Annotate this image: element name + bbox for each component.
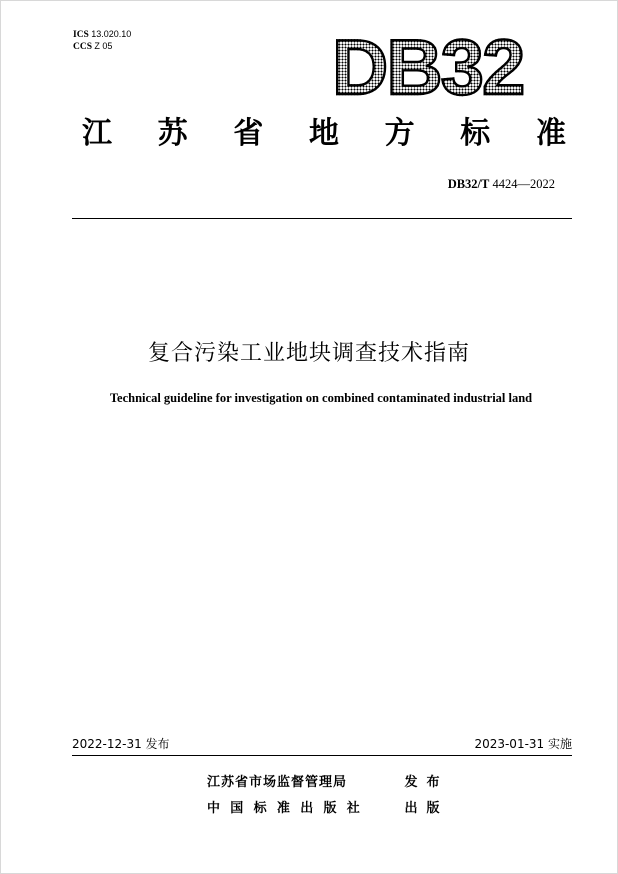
classification-codes [73,29,131,53]
ccs-value: Z 05 [94,41,113,51]
standard-type-char: 省 [233,116,264,151]
chinese-title: 复合污染工业地块调查技术指南 [147,341,470,366]
standard-type-char: 准 [535,116,566,151]
standard-type-char: 苏 [157,116,188,151]
issuer-row [207,771,449,790]
publisher-name: 中国标准出版社 [207,801,371,816]
ics-label: ICS [73,30,89,40]
implementation-date: 2023-01-31 实施 [474,737,572,751]
standard-code-logo: DB32 [332,23,524,111]
standard-type-char: 地 [308,116,339,151]
standard-number-value: 4424—2022 [492,177,555,191]
standard-number [448,177,555,192]
bottom-divider [72,755,572,756]
standard-type-char: 方 [384,116,415,151]
ccs-code [73,41,131,53]
top-divider [72,218,572,219]
issuer-name: 江苏省市场监督管理局 [207,775,348,790]
standard-number-prefix: DB32/T [447,177,490,191]
publisher-action: 出版 [404,801,449,816]
issuer-action: 发布 [404,775,449,790]
ics-code [73,29,131,41]
standard-type-heading [82,116,566,152]
ics-value: 13.020.10 [91,29,132,39]
publisher-row [207,797,449,816]
standard-type-char: 标 [460,116,491,151]
standard-type-char: 江 [82,116,112,151]
issue-date: 2022-12-31 发布 [72,737,170,751]
ccs-label: CCS [73,42,93,52]
english-title: Technical guideline for investigation on combined contaminated industrial land [109,391,533,405]
